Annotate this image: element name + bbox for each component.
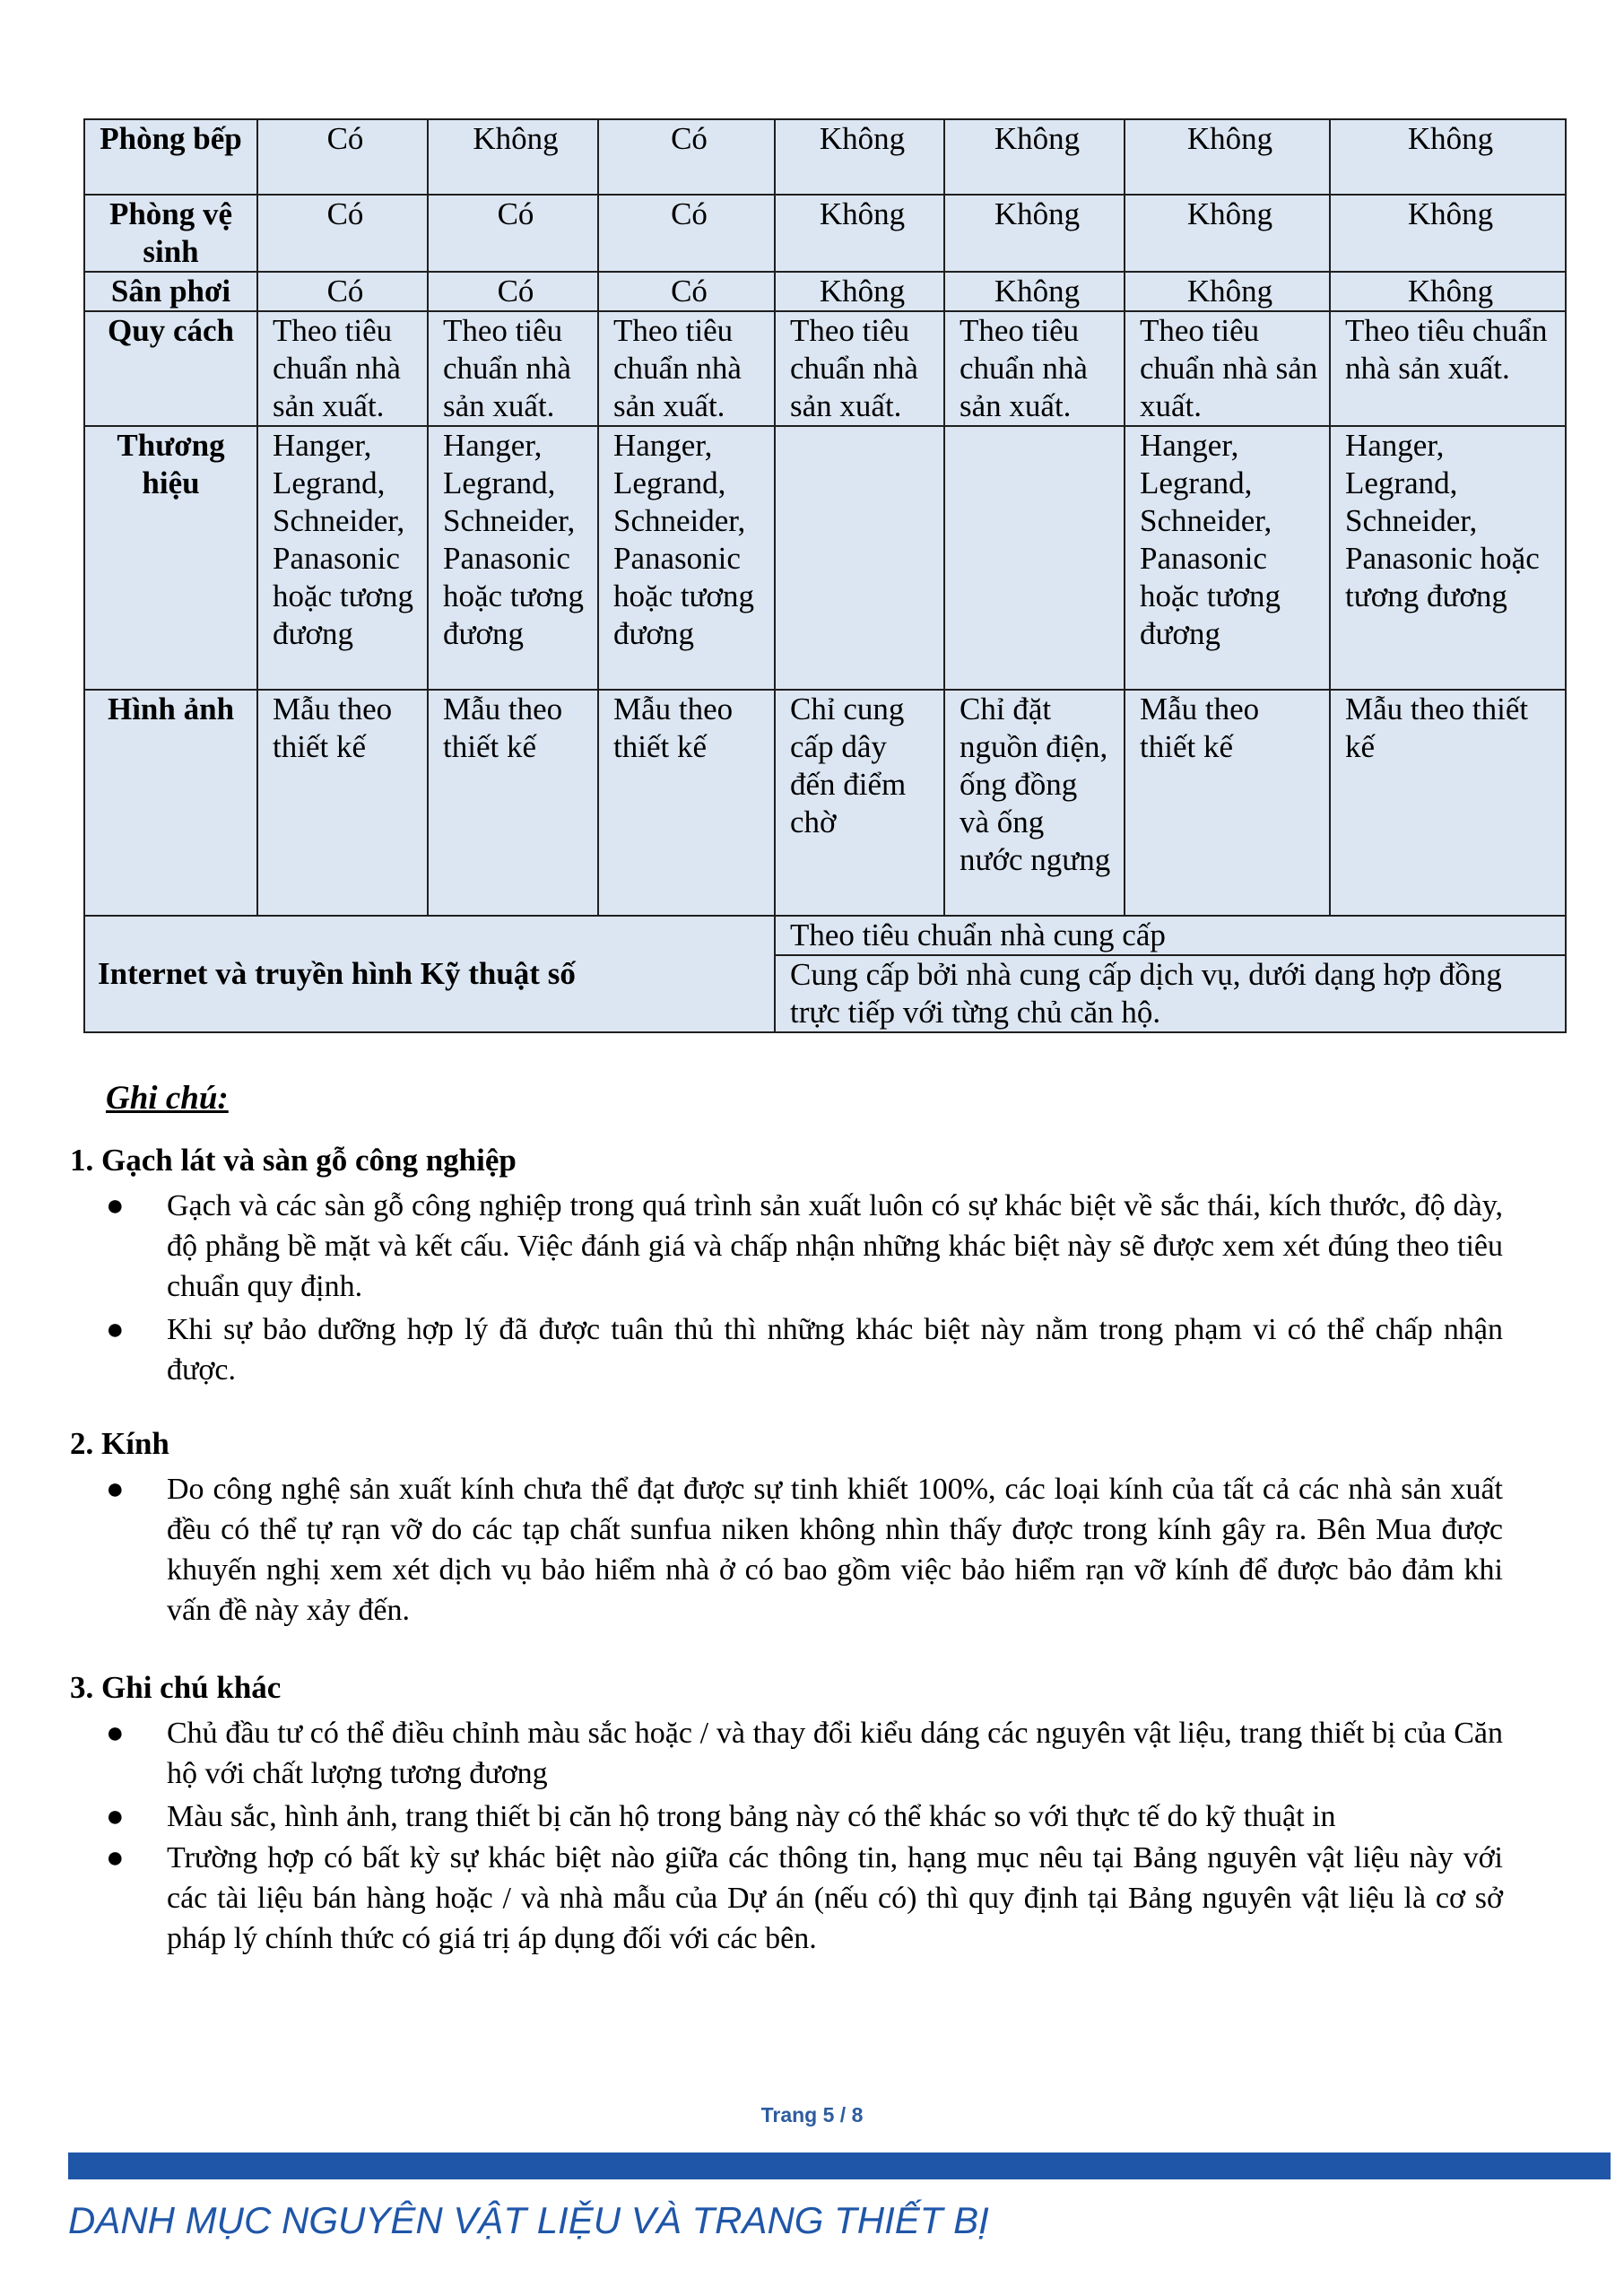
table-cell: Không bbox=[775, 195, 944, 272]
table-cell: Không bbox=[1125, 119, 1330, 195]
row-label: Thương hiệu bbox=[84, 426, 257, 690]
table-cell: Mẫu theo thiết kế bbox=[1125, 690, 1330, 916]
table-cell: Hanger, Legrand, Schneider, Panasonic hoặc tương đương bbox=[1330, 426, 1566, 690]
table-cell: Mẫu theo thiết kế bbox=[428, 690, 598, 916]
row-label: Quy cách bbox=[84, 311, 257, 426]
table-cell: Không bbox=[1125, 195, 1330, 272]
internet-provider-cell: Cung cấp bởi nhà cung cấp dịch vụ, dưới dạng hợp đồng trực tiếp với từng chủ căn hộ. bbox=[775, 955, 1566, 1032]
bullet-icon: ● bbox=[106, 1313, 125, 1346]
table-row bbox=[84, 690, 1566, 916]
table-cell: Theo tiêu chuẩn nhà sản xuất. bbox=[1125, 311, 1330, 426]
table-cell: Chỉ đặt nguồn điện, ống đồng và ống nước ngưng bbox=[944, 690, 1125, 916]
note-bullet bbox=[106, 1713, 1503, 1794]
internet-label: Internet và truyền hình Kỹ thuật số bbox=[84, 916, 775, 1032]
table-cell: Theo tiêu chuẩn nhà sản xuất. bbox=[428, 311, 598, 426]
note-text: Khi sự bảo dưỡng hợp lý đã được tuân thủ thì những khác biệt này nằm trong phạm vi có thể chấp nhận được. bbox=[167, 1313, 1503, 1387]
table-cell: Không bbox=[944, 119, 1125, 195]
table-cell: Hanger, Legrand, Schneider, Panasonic hoặc tương đương bbox=[598, 426, 775, 690]
bullet-icon: ● bbox=[106, 1189, 125, 1222]
note-bullet bbox=[106, 1796, 1503, 1837]
internet-standard-cell: Theo tiêu chuẩn nhà cung cấp bbox=[775, 916, 1566, 955]
table-cell: Có bbox=[598, 195, 775, 272]
table-cell: Mẫu theo thiết kế bbox=[257, 690, 428, 916]
table-cell: Không bbox=[1125, 272, 1330, 311]
note-heading-other: 3. Ghi chú khác bbox=[70, 1670, 282, 1705]
row-label: Sân phơi bbox=[84, 272, 257, 311]
footer-title: DANH MỤC NGUYÊN VẬT LIỆU VÀ TRANG THIẾT BỊ bbox=[68, 2199, 989, 2241]
bullet-icon: ● bbox=[106, 1800, 125, 1833]
table-cell bbox=[775, 426, 944, 690]
table-cell: Theo tiêu chuẩn nhà sản xuất. bbox=[257, 311, 428, 426]
note-bullet bbox=[106, 1838, 1503, 1959]
table-cell: Không bbox=[428, 119, 598, 195]
note-text: Màu sắc, hình ảnh, trang thiết bị căn hộ trong bảng này có thể khác so với thực tế do kỹ thuật in bbox=[167, 1800, 1336, 1833]
table-cell: Có bbox=[257, 272, 428, 311]
table-cell: Có bbox=[257, 119, 428, 195]
page-number: Trang 5 / 8 bbox=[760, 2103, 864, 2126]
table-cell: Hanger, Legrand, Schneider, Panasonic hoặc tương đương bbox=[257, 426, 428, 690]
table-cell: Không bbox=[775, 119, 944, 195]
table-row bbox=[84, 119, 1566, 195]
bullet-icon: ● bbox=[106, 1717, 125, 1750]
table-row bbox=[84, 272, 1566, 311]
note-bullet bbox=[106, 1469, 1503, 1631]
table-cell: Theo tiêu chuẩn nhà sản xuất. bbox=[1330, 311, 1566, 426]
note-heading-glass: 2. Kính bbox=[70, 1426, 169, 1461]
table-cell: Mẫu theo thiết kế bbox=[598, 690, 775, 916]
note-text: Gạch và các sàn gỗ công nghiệp trong quá trình sản xuất luôn có sự khác biệt về sắc thái, kích thước, độ dày, độ phẳng bề mặt và kết cấu. Việc đánh giá và chấp nhận những khác biệt này sẽ được xem xét đúng theo tiêu chuẩn quy định. bbox=[167, 1189, 1503, 1303]
materials-table bbox=[83, 118, 1567, 1033]
row-label: Hình ảnh bbox=[84, 690, 257, 916]
table-cell: Không bbox=[775, 272, 944, 311]
table-cell: Chỉ cung cấp dây đến điểm chờ bbox=[775, 690, 944, 916]
table-cell: Không bbox=[1330, 195, 1566, 272]
table-cell: Có bbox=[428, 272, 598, 311]
note-heading-tiles: 1. Gạch lát và sàn gỗ công nghiệp bbox=[70, 1143, 517, 1178]
note-text: Do công nghệ sản xuất kính chưa thể đạt được sự tinh khiết 100%, các loại kính của tất cả các nhà sản xuất đều có thể tự rạn vỡ do các tạp chất sunfua niken không nhìn thấy được trong kính gây ra. Bên Mua được khuyến nghị xem xét dịch vụ bảo hiểm nhà ở có bao gồm việc bảo hiểm rạn vỡ kính để được bảo đảm khi vấn đề này xảy đến. bbox=[167, 1473, 1503, 1627]
note-text: Chủ đầu tư có thể điều chỉnh màu sắc hoặc / và thay đổi kiểu dáng các nguyên vật liệu, trang thiết bị của Căn hộ với chất lượng tương đương bbox=[167, 1717, 1503, 1790]
note-text: Trường hợp có bất kỳ sự khác biệt nào giữa các thông tin, hạng mục nêu tại Bảng nguyên vật liệu này với các tài liệu bán hàng hoặc / và nhà mẫu của Dự án (nếu có) thì quy định tại Bảng nguyên vật liệu là cơ sở pháp lý chính thức có giá trị áp dụng đối với các bên. bbox=[167, 1841, 1503, 1955]
table-cell: Hanger, Legrand, Schneider, Panasonic hoặc tương đương bbox=[428, 426, 598, 690]
row-label: Phòng vệ sinh bbox=[84, 195, 257, 272]
table-cell: Có bbox=[598, 119, 775, 195]
table-cell: Có bbox=[257, 195, 428, 272]
bullet-icon: ● bbox=[106, 1473, 125, 1506]
table-row bbox=[84, 311, 1566, 426]
table-row bbox=[84, 916, 1566, 955]
table-cell bbox=[944, 426, 1125, 690]
table-cell: Không bbox=[1330, 272, 1566, 311]
table-row bbox=[84, 195, 1566, 272]
table-cell: Mẫu theo thiết kế bbox=[1330, 690, 1566, 916]
note-bullet bbox=[106, 1186, 1503, 1307]
table-cell: Theo tiêu chuẩn nhà sản xuất. bbox=[944, 311, 1125, 426]
table-cell: Không bbox=[944, 195, 1125, 272]
table-row bbox=[84, 426, 1566, 690]
footer-bar bbox=[68, 2152, 1611, 2179]
notes-title: Ghi chú: bbox=[106, 1080, 229, 1117]
table-cell: Hanger, Legrand, Schneider, Panasonic hoặc tương đương bbox=[1125, 426, 1330, 690]
row-label: Phòng bếp bbox=[84, 119, 257, 195]
table-cell: Không bbox=[1330, 119, 1566, 195]
table-cell: Có bbox=[428, 195, 598, 272]
table-cell: Theo tiêu chuẩn nhà sản xuất. bbox=[775, 311, 944, 426]
note-bullet bbox=[106, 1309, 1503, 1390]
table-cell: Có bbox=[598, 272, 775, 311]
bullet-icon: ● bbox=[106, 1841, 125, 1874]
table-cell: Không bbox=[944, 272, 1125, 311]
table-cell: Theo tiêu chuẩn nhà sản xuất. bbox=[598, 311, 775, 426]
